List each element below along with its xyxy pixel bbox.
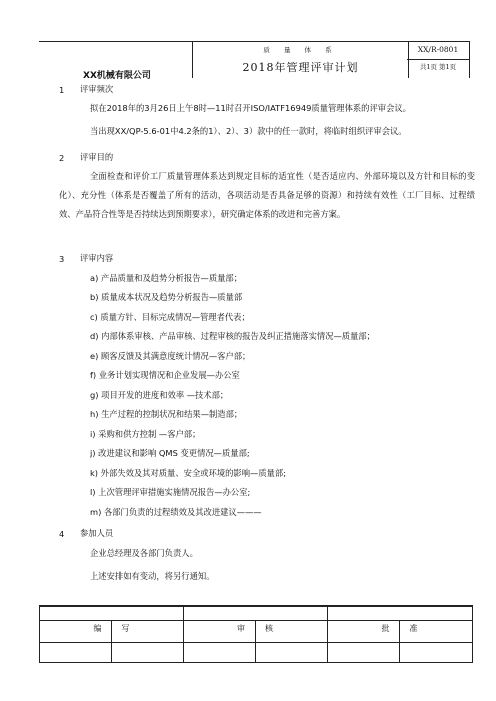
table-rule [40, 606, 472, 607]
list-item: i) 采购和供方控制 —客户部； [90, 429, 201, 439]
table-rule [40, 642, 472, 643]
section-4-paragraph-2: 上述安排如有变动，将另行通知。 [90, 571, 215, 581]
document-number: XX/R-0801 [417, 45, 459, 54]
approved-by-label: 批准 [381, 624, 438, 633]
document-header [39, 41, 470, 81]
list-item: e) 顾客反馈及其满意度统计情况—客户部； [90, 351, 251, 361]
list-item: h) 生产过程的控制状况和结果—制造部； [90, 409, 243, 419]
page-title: 2018年管理评审计划 [242, 61, 359, 74]
list-item: g) 项目开发的进度和效率 —技术部； [90, 390, 229, 400]
list-item: c) 质量方针、目标完成情况—管理者代表； [90, 312, 250, 322]
system-label: 质 量 体 系 [263, 46, 338, 54]
company-name: XX机械有限公司 [83, 71, 151, 81]
section-3-number: 3 [59, 254, 65, 264]
section-2-number: 2 [59, 153, 65, 163]
section-4-paragraph-1: 企业总经理及各部门负责人。 [90, 548, 198, 558]
list-item: j) 改进建议和影响 QMS 变更情况—质量部; [90, 448, 250, 458]
prepared-by-label: 编写 [93, 624, 150, 633]
section-1-title: 评审频次 [80, 84, 114, 94]
table-rule [327, 606, 328, 662]
header-divider [407, 59, 469, 60]
table-rule [40, 620, 472, 621]
section-1-paragraph-2: 当出现XX/QP-5.6-01中4.2条的1）、2）、3）款中的任一款时，将临时组织评审会议。 [90, 126, 407, 136]
list-item: f) 业务计划实现情况和企业发展—办公室 [90, 370, 240, 380]
signoff-table [39, 605, 473, 663]
list-item: l) 上次管理评审措施实施情况报告—办公室; [90, 487, 251, 497]
table-rule [183, 606, 184, 662]
page-number: 共1页 第1页 [419, 63, 457, 71]
list-item: m) 各部门负责的过程绩效及其改进建议——— [90, 507, 262, 517]
list-item: d) 内部体系审核、产品审核、过程审核的报告及纠正措施落实情况—质量部； [90, 331, 375, 341]
section-2-title: 评审目的 [80, 152, 114, 162]
section-4-number: 4 [59, 529, 65, 539]
list-item: k) 外部失效及其对质量、安全或环境的影响—质量部; [90, 468, 287, 478]
reviewed-by-label: 审核 [237, 624, 293, 633]
section-3-title: 评审内容 [80, 253, 114, 263]
section-4-title: 参加人员 [80, 528, 114, 538]
section-1-number: 1 [59, 85, 65, 95]
list-item: a) 产品质量和及趋势分析报告—质量部； [90, 273, 243, 283]
list-item: b) 质量成本状况及趋势分析报告—质量部 [90, 292, 243, 302]
section-2-body: 全面检查和评价工厂质量管理体系达到规定目标的适宜性（是否适应内、外部环境以及方针和目标的变化）、充分性（体系是否覆盖了所有的活动，各项活动是否具备足够的资源）和持续有效性（工厂目标、过程绩效、产品符合性等是否持续达到预期要求），研究确定体系的改进和完善方案。 [59, 171, 475, 219]
title-cell [192, 42, 409, 78]
section-1-paragraph-1: 拟在2018年的3月26日上午8时—11时召开ISO/IATF16949质量管理体系的评审会议。 [90, 103, 411, 113]
